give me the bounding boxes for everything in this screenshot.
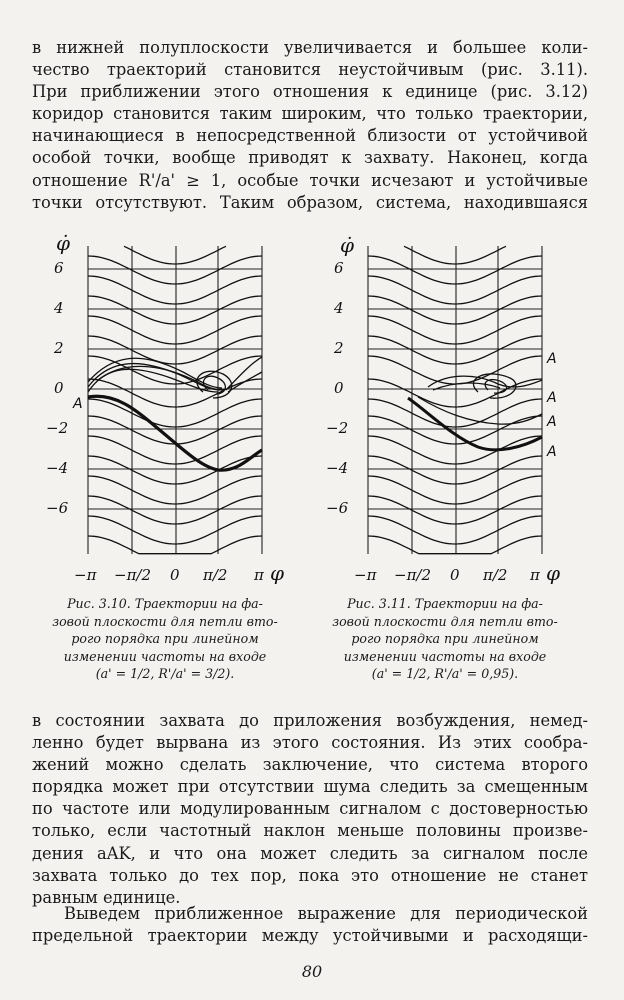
trajectory-curve — [124, 246, 226, 264]
x-tick: 0 — [450, 566, 460, 584]
trajectories — [368, 246, 542, 553]
trajectory-curve — [368, 296, 542, 324]
text-line: только, если частотный наклон меньше половины произве- — [32, 821, 588, 841]
y-tick: −6 — [326, 499, 349, 517]
trajectory-curve — [88, 336, 262, 364]
text-line: захвата только до тех пор, пока это отношение не станет — [32, 865, 588, 885]
caption-line: (a' = 1/2, R'/a' = 3/2). — [95, 666, 235, 681]
text-line: точки отсутствуют. Таким образом, система, находившаяся — [32, 192, 588, 212]
y-tick-labels — [326, 259, 349, 517]
y-tick: 2 — [54, 339, 64, 357]
trajectory-curve — [88, 536, 262, 554]
figure-3-10 — [38, 222, 288, 592]
caption-line: изменении частоты на входе — [63, 648, 267, 664]
figure-caption — [40, 595, 290, 683]
trajectory-curve — [88, 296, 262, 324]
text-line: начинающиеся в непосредственной близости от устойчивой — [32, 126, 588, 146]
trajectory-curve — [88, 379, 262, 407]
caption-line: Рис. 3.10. Траектории на фа- — [67, 596, 263, 611]
trajectory-curve — [88, 416, 262, 444]
x-tick: π — [254, 566, 264, 584]
text-line: порядка может при отсутствии шума следить за смещенным — [32, 777, 588, 797]
y-tick: 4 — [334, 299, 344, 317]
caption-line: рого порядка при линейном — [71, 631, 259, 646]
marker-a: A — [547, 390, 557, 406]
y-tick: −6 — [46, 499, 69, 517]
trajectory-curve — [404, 246, 506, 264]
trajectory-curve — [368, 476, 542, 504]
x-axis-label: φ — [546, 561, 561, 585]
marker-a: A — [547, 444, 557, 460]
y-tick: 0 — [334, 379, 344, 397]
y-tick: −4 — [46, 459, 69, 477]
x-tick: 0 — [170, 566, 180, 584]
text-line: равным единице. — [32, 887, 181, 907]
paragraph-bottom — [32, 903, 588, 947]
y-tick: −2 — [46, 419, 69, 437]
text-line: в нижней полуплоскости увеличивается и большее коли- — [32, 38, 588, 57]
text-line: жений можно сделать заключение, что система второго — [32, 755, 588, 775]
trajectory-curve — [368, 416, 542, 444]
trajectory-curve — [88, 316, 262, 344]
x-tick: −π/2 — [394, 566, 432, 584]
text-line: по частоте или модулированным сигналом с достоверностью — [32, 799, 588, 819]
trajectory-curve — [88, 496, 262, 524]
trajectory-curve — [368, 436, 542, 464]
trajectory-curve — [88, 276, 262, 304]
text-line: Выведем приближенное выражение для периодической — [64, 904, 588, 923]
text-line: коридор становится таким широким, что только траектории, — [32, 104, 588, 124]
y-tick: 2 — [334, 339, 344, 357]
trajectory-curve — [368, 356, 542, 384]
y-tick: 6 — [54, 259, 64, 277]
marker-a: A — [547, 351, 557, 367]
trajectory-curve — [88, 516, 262, 544]
trajectory-curve — [368, 516, 542, 544]
trajectory-curve — [368, 256, 542, 284]
trajectory-curve — [368, 456, 542, 484]
y-tick: 0 — [54, 379, 64, 397]
trajectory-curve — [368, 536, 542, 554]
text-line: в состоянии захвата до приложения возбуждения, немед- — [32, 711, 588, 730]
marker-a: A — [73, 396, 83, 412]
trajectory-curve — [368, 316, 542, 344]
text-line: предельной траектории между устойчивыми и расходящи- — [32, 926, 588, 946]
marker-a: A — [547, 414, 557, 430]
trajectory-curve — [368, 336, 542, 364]
trajectory-curve — [88, 456, 262, 484]
caption-line: изменении частоты на входе — [343, 648, 547, 664]
x-tick: π — [530, 566, 540, 584]
x-tick: π/2 — [483, 566, 508, 584]
x-tick-labels — [354, 566, 541, 584]
x-tick-labels — [74, 566, 265, 584]
trajectory-curve — [88, 476, 262, 504]
y-tick: 6 — [334, 259, 344, 277]
phase-plane-plot — [38, 222, 288, 592]
paragraph-top — [32, 37, 588, 214]
trajectory-curve — [368, 276, 542, 304]
paragraph-middle — [32, 710, 588, 909]
text-line: чество траекторий становится неустойчивым (рис. 3.11). — [32, 60, 588, 80]
text-line: особой точки, вообще приводят к захвату. Наконец, когда — [32, 148, 588, 168]
x-tick: −π/2 — [114, 566, 152, 584]
trajectory-curve — [368, 496, 542, 524]
caption-line: рого порядка при линейном — [351, 631, 539, 646]
y-axis-label: φ̇ — [340, 233, 355, 257]
x-tick: −π — [354, 566, 377, 584]
trajectory-curve — [88, 399, 262, 427]
page-number: 80 — [301, 962, 323, 981]
caption-line: (a' = 1/2, R'/a' = 0,95). — [371, 666, 519, 681]
y-tick-labels — [46, 259, 69, 517]
y-tick: −4 — [326, 459, 349, 477]
figure-3-11 — [318, 222, 568, 592]
x-tick: −π — [74, 566, 97, 584]
text-line: отношение R'/a' ≥ 1, особые точки исчезают и устойчивые — [32, 170, 588, 190]
caption-line: зовой плоскости для петли вто- — [52, 613, 278, 629]
text-line: При приближении этого отношения к единице (рис. 3.12) — [32, 82, 588, 102]
x-axis-label: φ — [270, 561, 285, 585]
figure-caption — [320, 595, 570, 683]
trajectory-curve — [88, 436, 262, 464]
y-tick: 4 — [54, 299, 64, 317]
phase-plane-plot — [318, 222, 568, 592]
text-line: дения aAK, и что она может следить за сигналом после — [32, 843, 588, 863]
trajectory-curve — [88, 256, 262, 284]
text-line: ленно будет вырвана из этого состояния. Из этих сообра- — [32, 733, 588, 753]
caption-line: Рис. 3.11. Траектории на фа- — [347, 596, 543, 611]
x-tick: π/2 — [203, 566, 228, 584]
y-tick: −2 — [326, 419, 349, 437]
y-axis-label: φ̇ — [56, 231, 71, 255]
caption-line: зовой плоскости для петли вто- — [332, 613, 558, 629]
